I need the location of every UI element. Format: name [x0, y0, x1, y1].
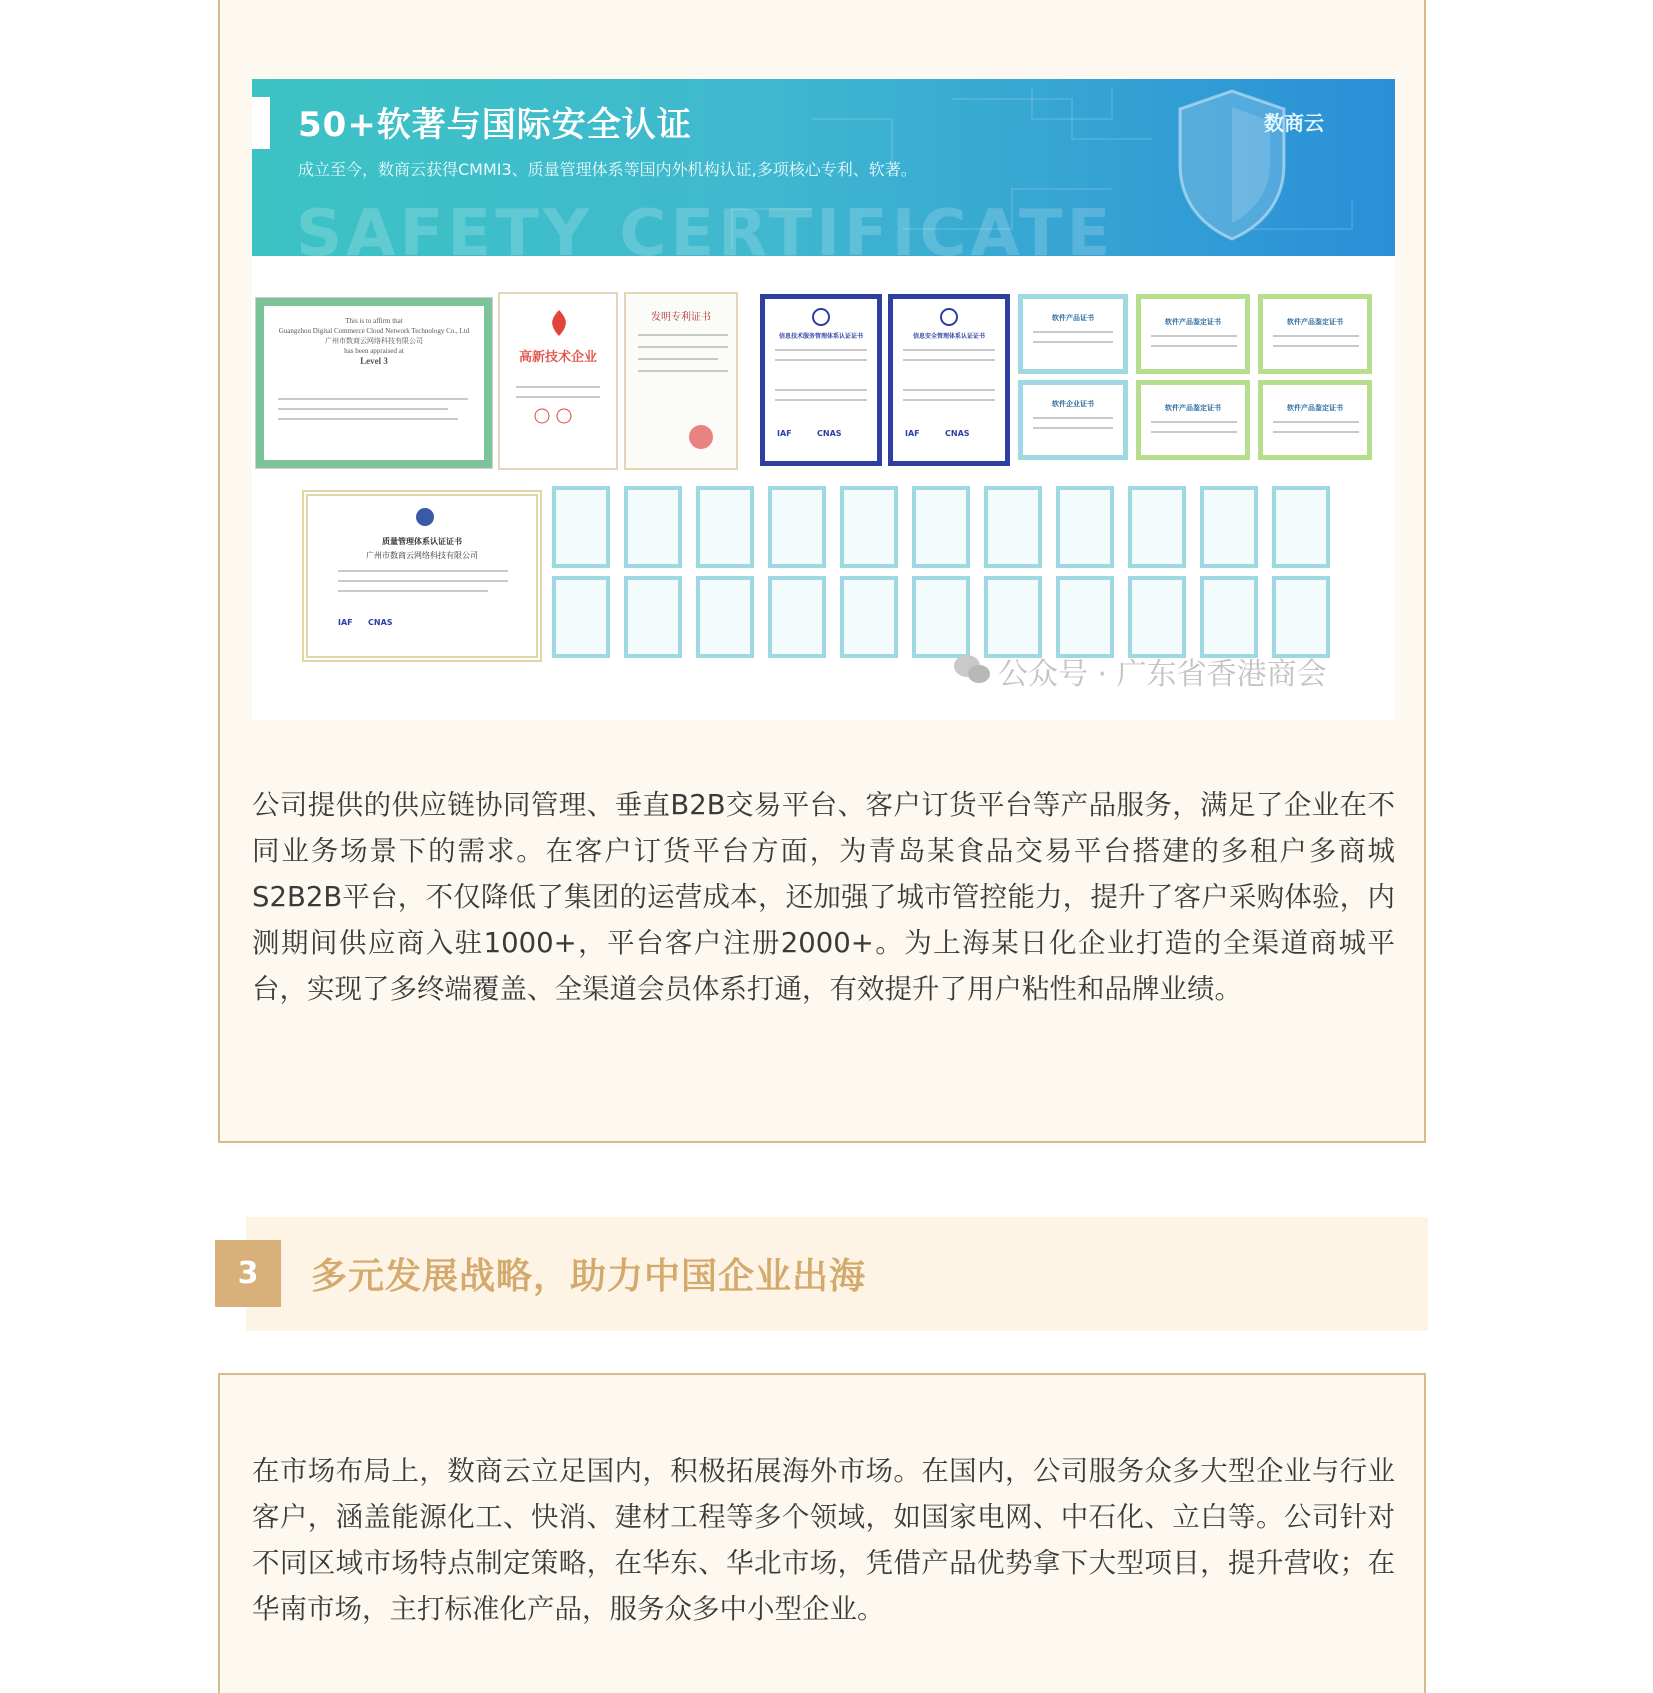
certificate-banner — [252, 79, 1395, 256]
cmmi-certificate — [256, 298, 492, 468]
software-copyright-certificate — [1056, 486, 1114, 568]
software-copyright-certificate — [624, 486, 682, 568]
cnas-logo: CNAS — [817, 429, 842, 438]
cnas-logo: CNAS — [945, 429, 970, 438]
emblem-icon — [414, 506, 436, 528]
software-copyright-certificate — [1200, 576, 1258, 658]
cmmi-appraised: has been appraised at — [344, 347, 404, 355]
quality-company: 广州市数商云网络科技有限公司 — [366, 551, 478, 560]
software-copyright-certificate — [840, 576, 898, 658]
cmmi-header: This is to affirm that — [345, 317, 403, 325]
certificates-collage — [252, 256, 1395, 720]
software-copyright-certificate — [768, 576, 826, 658]
red-stamp-icon — [686, 422, 716, 452]
software-copyright-certificate — [1272, 576, 1330, 658]
software-evaluation-certificate — [1136, 294, 1250, 374]
hightech-title: 高新技术企业 — [518, 350, 597, 365]
software-copyright-certificate — [696, 486, 754, 568]
quality-certificate — [302, 490, 542, 662]
software-evaluation-certificate — [1258, 294, 1372, 374]
software-copyright-certificate — [912, 576, 970, 658]
software-copyright-certificate — [624, 576, 682, 658]
banner-accent-bar — [252, 97, 270, 149]
flame-emblem-icon — [544, 308, 574, 338]
software-product-title: 软件产品证书 — [1052, 314, 1094, 322]
image-watermark: 公众号 · 广东省香港商会 — [998, 657, 1327, 692]
software-evaluation-title: 软件产品鉴定证书 — [1287, 318, 1343, 326]
wechat-icon — [952, 652, 992, 686]
iaf-logo: IAF — [338, 618, 353, 627]
software-evaluation-certificate — [1258, 380, 1372, 460]
software-enterprise-title: 软件企业证书 — [1052, 400, 1094, 408]
iaf-logo: IAF — [777, 429, 792, 438]
software-copyright-certificate — [1128, 576, 1186, 658]
brand-logo: 数商云 — [1264, 111, 1324, 135]
software-copyright-certificate — [552, 486, 610, 568]
info-security-title: 信息安全管理体系认证证书 — [912, 333, 985, 340]
software-copyright-certificate — [1272, 486, 1330, 568]
software-evaluation-title: 软件产品鉴定证书 — [1165, 404, 1221, 412]
section-number-badge: 3 — [215, 1240, 281, 1307]
paragraph-market: 在市场布局上，数商云立足国内，积极拓展海外市场。在国内，公司服务众多大型企业与行业客户，涵盖能源化工、快消、建材工程等多个领域，如国家电网、中石化、立白等。公司针对不同区域市场特点制定策略，在华东、华北市场，凭借产品优势拿下大型项目，提升营收；在华南市场，主打标准化产品，服务众多中小型企业。 — [252, 1455, 1395, 1625]
badge-emblem-icon — [811, 307, 831, 327]
software-copyright-certificate — [768, 486, 826, 568]
section-title: 多元发展战略，助力中国企业出海 — [311, 1256, 867, 1297]
patent-title: 发明专利证书 — [651, 312, 711, 323]
red-seals-icon — [530, 406, 590, 426]
iaf-logo: IAF — [905, 429, 920, 438]
hightech-certificate — [498, 292, 618, 470]
banner-subtitle: 成立至今，数商云获得CMMI3、质量管理体系等国内外机构认证,多项核心专利、软著。 — [298, 160, 917, 179]
cnas-logo: CNAS — [368, 618, 393, 627]
banner-watermark: SAFETY CERTIFICATE — [296, 197, 1115, 256]
patent-certificate — [624, 292, 738, 470]
software-copyright-certificate — [1056, 576, 1114, 658]
cmmi-level: Level 3 — [360, 356, 388, 366]
software-copyright-certificate — [552, 576, 610, 658]
software-product-certificate — [1018, 294, 1128, 374]
software-copyright-certificate — [696, 576, 754, 658]
badge-emblem-icon — [939, 307, 959, 327]
software-evaluation-certificate — [1136, 380, 1250, 460]
it-service-certificate — [760, 294, 882, 466]
cmmi-company-en: Guangzhou Digital Commerce Cloud Network Technology Co., Ltd — [278, 327, 470, 335]
software-copyright-certificate — [912, 486, 970, 568]
it-service-title: 信息技术服务管理体系认证证书 — [778, 333, 863, 340]
software-copyright-certificate — [840, 486, 898, 568]
software-evaluation-title: 软件产品鉴定证书 — [1287, 404, 1343, 412]
software-copyright-certificate — [1200, 486, 1258, 568]
cmmi-company-cn: 广州市数商云网络科技有限公司 — [325, 337, 423, 345]
software-copyright-certificate — [1128, 486, 1186, 568]
software-evaluation-title: 软件产品鉴定证书 — [1165, 318, 1221, 326]
banner-title: 50+软著与国际安全认证 — [298, 105, 692, 145]
info-security-certificate — [888, 294, 1010, 466]
software-copyright-certificate — [984, 486, 1042, 568]
quality-title: 质量管理体系认证证书 — [382, 537, 462, 546]
software-copyright-certificate — [984, 576, 1042, 658]
software-enterprise-certificate — [1018, 380, 1128, 460]
paragraph-products: 公司提供的供应链协同管理、垂直B2B交易平台、客户订货平台等产品服务，满足了企业在不同业务场景下的需求。在客户订货平台方面，为青岛某食品交易平台搭建的多租户多商城S2B2B平台，不仅降低了集团的运营成本，还加强了城市管控能力，提升了客户采购体验，内测期间供应商入驻1000+，平台客户注册2000+。为上海某日化企业打造的全渠道商城平台，实现了多终端覆盖、全渠道会员体系打通，有效提升了用户粘性和品牌业绩。 — [252, 789, 1395, 1005]
